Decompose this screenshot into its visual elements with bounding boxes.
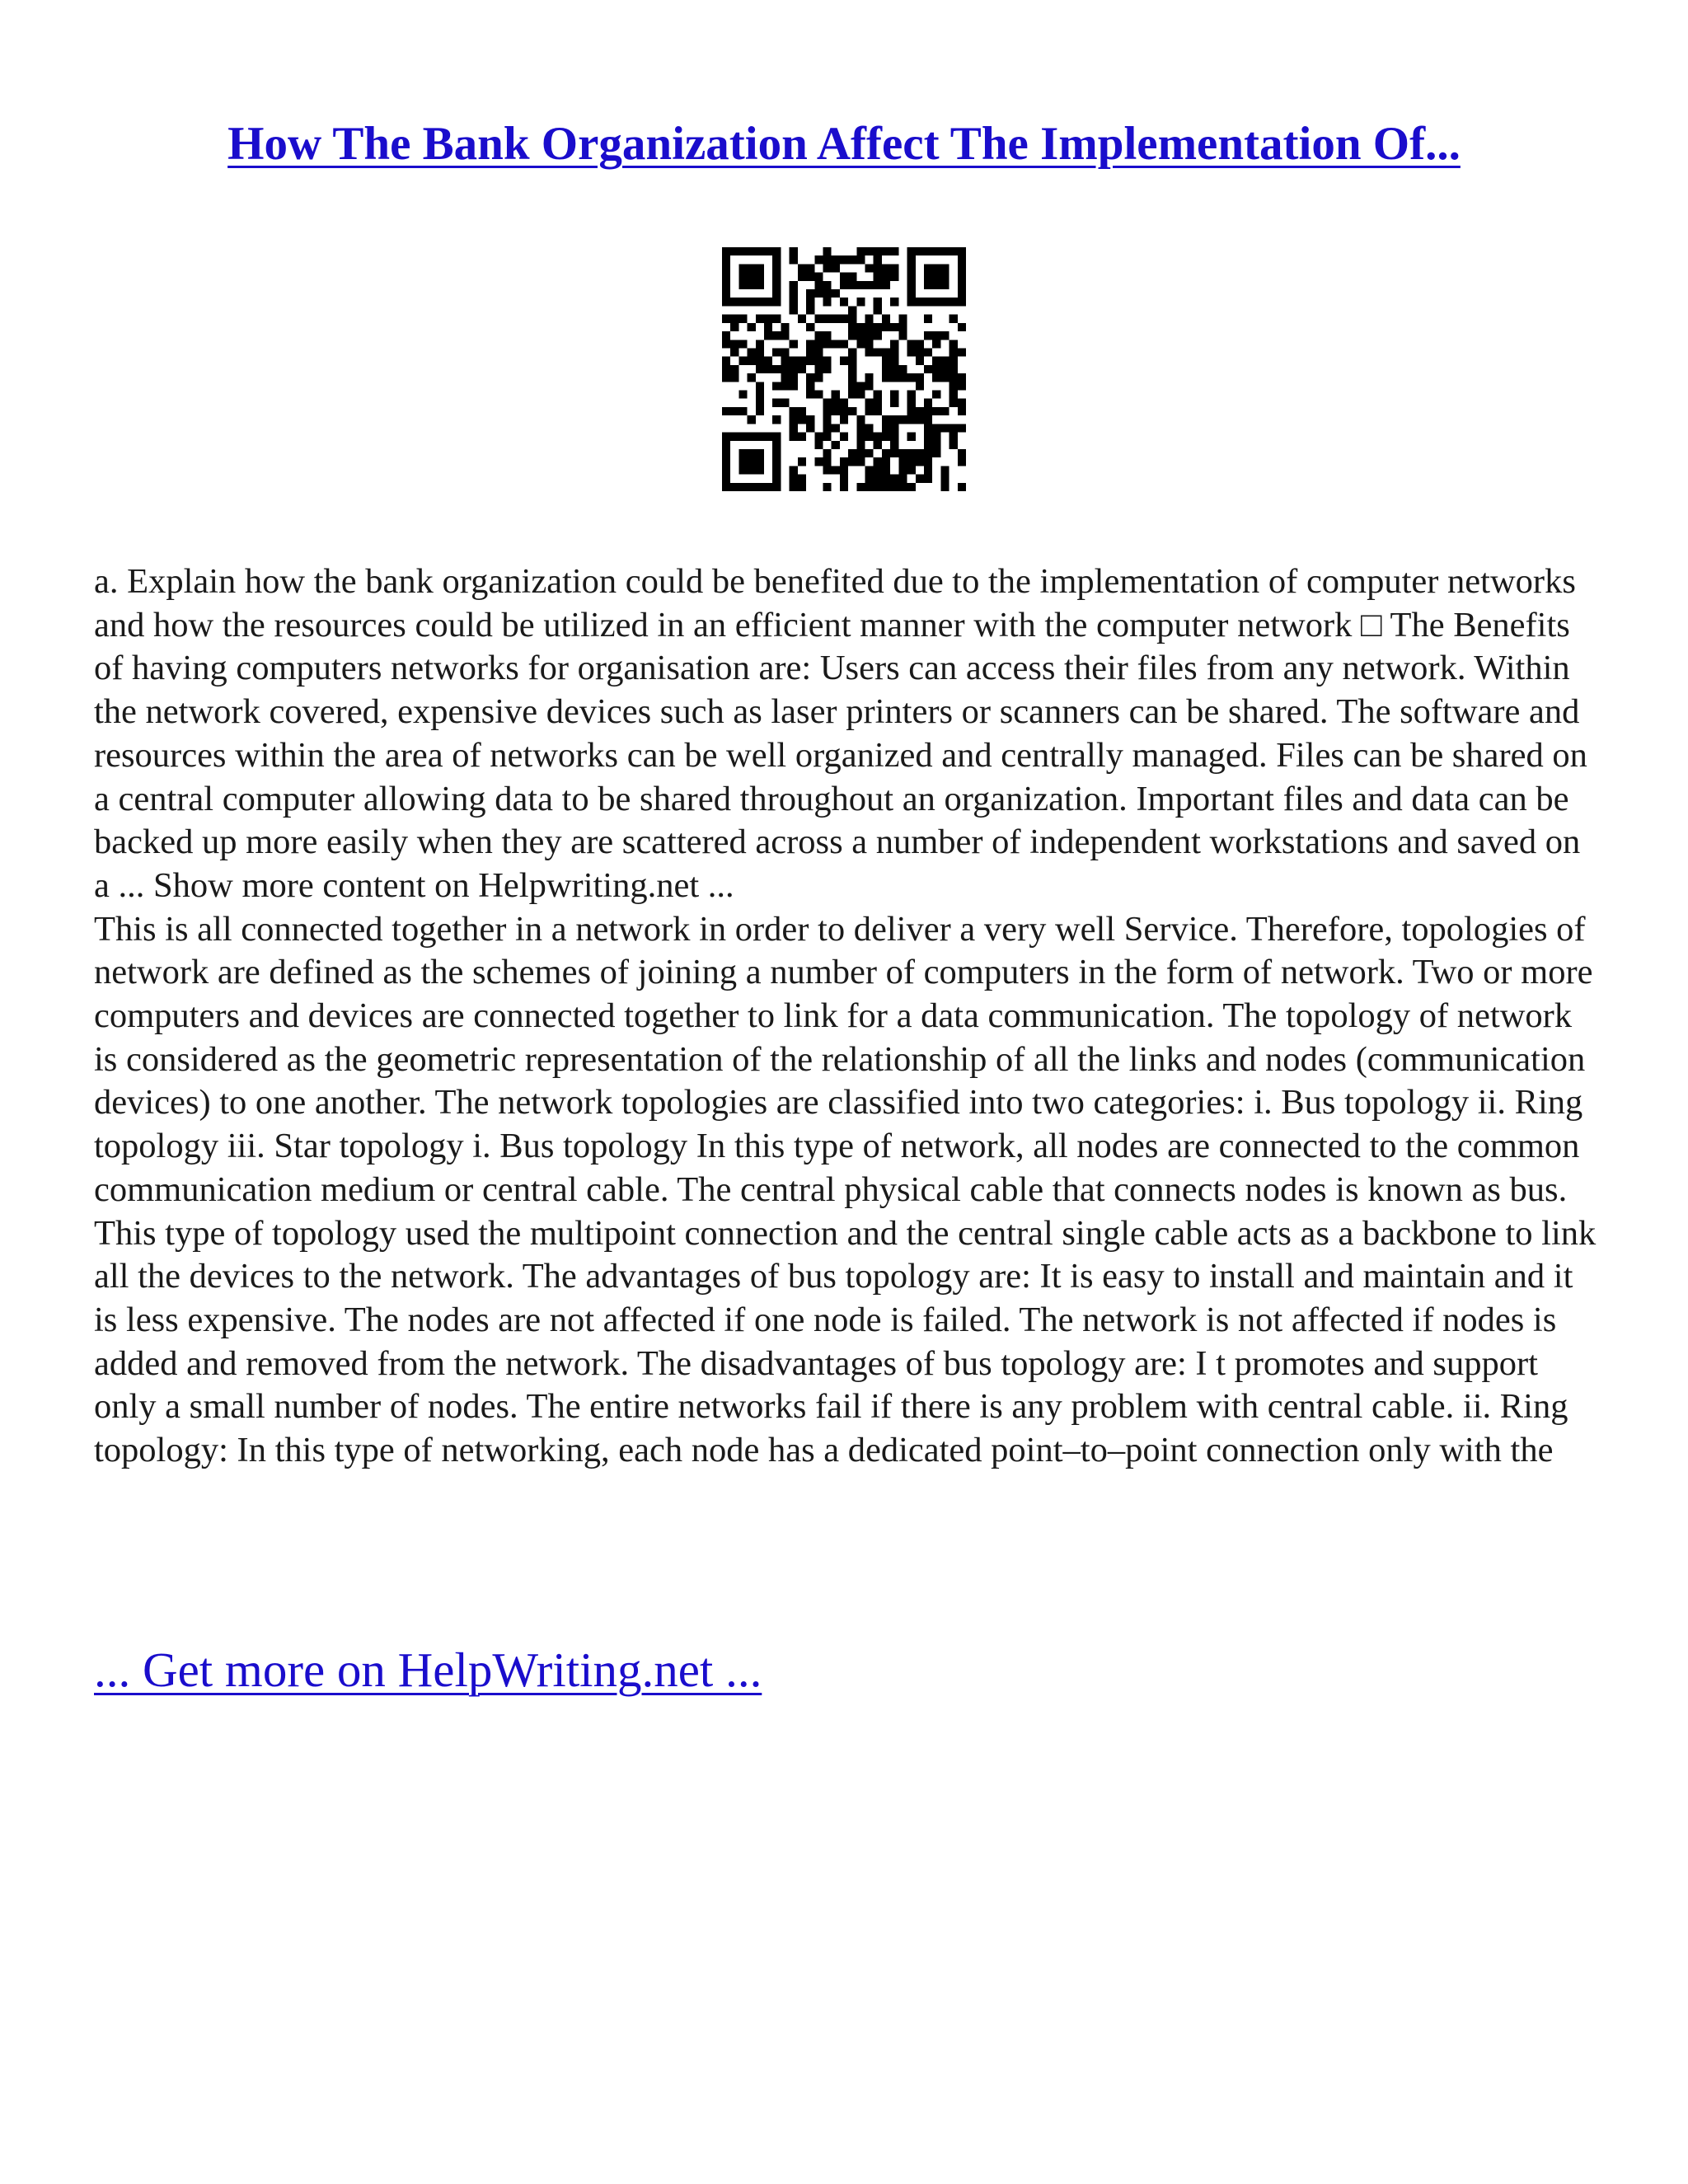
body-paragraph: a. Explain how the bank organization could be benefited due to the implementation of computer networks and how the resources could be utilized in an efficient manner with the computer network □ The Benefits of having computers networks for organisation are: Users can access their files from any network. Within the network covered, expensive devices such as laser printers or scanners can be shared. The software and resources within the area of networks can be well organized and centrally managed. Files can be shared on a central computer allowing data to be shared throughout an organization. Important files and data can be backed up more easily when they are scattered across a number of independent workstations and saved on a ... Show more content on Helpwriting.net ...	[94, 562, 1587, 905]
document-title-link[interactable]: How The Bank Organization Affect The Implementation Of...	[227, 118, 1461, 170]
document-body	[94, 560, 1602, 1473]
body-paragraph: This is all connected together in a network in order to deliver a very well Service. Therefore, topologies of network are defined as the schemes of joining a number of computers in the form of network. Two or more computers and devices are connected together to link for a data communication. The topology of network is considered as the geometric representation of the relationship of all the links and nodes (communication devices) to one another. The network topologies are classified into two categories: i. Bus topology ii. Ring topology iii. Star topology i. Bus topology In this type of network, all nodes are connected to the common communication medium or central cable. The central physical cable that connects nodes is known as bus. This type of topology used the multipoint connection and the central single cable acts as a backbone to link all the devices to the network. The advantages of bus topology are: It is easy to install and maintain and it is less expensive. The nodes are not affected if one node is failed. The network is not affected if nodes is added and removed from the network. The disadvantages of bus topology are: I t promotes and support only a small number of nodes. The entire networks fail if there is any problem with central cable. ii. Ring topology: In this type of networking, each node has a dedicated point–to–point connection only with the	[94, 909, 1597, 1470]
qr-code-icon	[722, 247, 966, 491]
get-more-link[interactable]: ... Get more on HelpWriting.net ...	[94, 1643, 762, 1697]
